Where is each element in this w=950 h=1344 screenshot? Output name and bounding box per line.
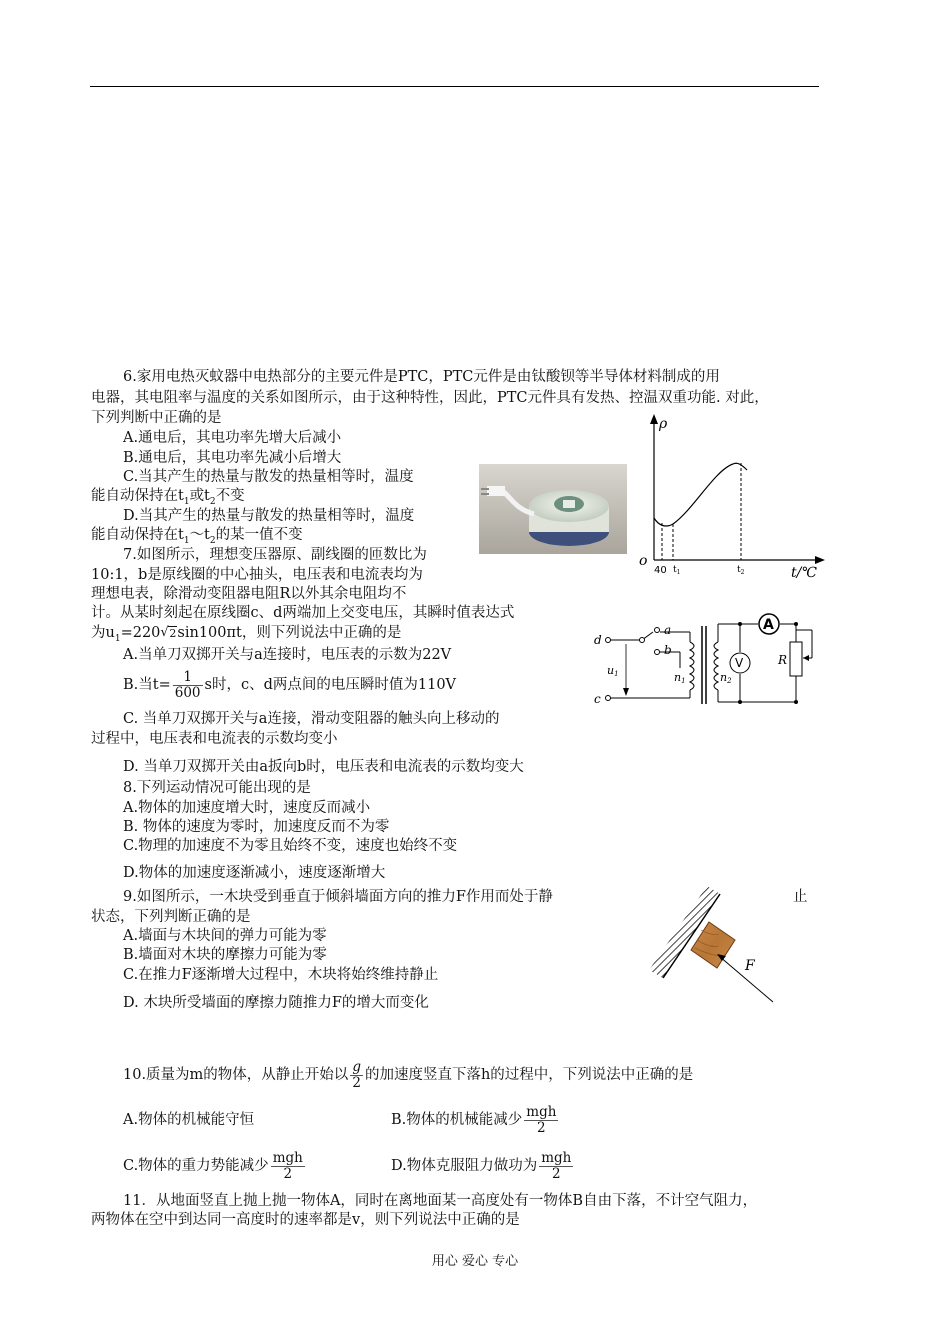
q6-line1: 6.家用电热灭蚊器中电热部分的主要元件是PTC，PTC元件是由钛酸钡等半导体材料制成的用 — [123, 369, 720, 385]
q8-line1: 8.下列运动情况可能出现的是 — [123, 780, 311, 796]
q10-option-a: A.物体的机械能守恒 — [123, 1112, 255, 1128]
terminal-d-label: d — [594, 633, 602, 647]
q7-option-c-line1: C. 当单刀双掷开关与a连接，滑动变阻器的触头向上移动的 — [123, 711, 500, 727]
tick-t1: $t_1$ — [673, 565, 681, 576]
transformer-circuit — [590, 608, 820, 708]
switch-b-label: b — [664, 643, 672, 657]
y-axis-label: ρ — [659, 416, 668, 432]
q7-option-c-line2: 过程中，电压表和电流表的示数均变小 — [91, 731, 338, 747]
q6-option-d-line1: D.当其产生的热量与散发的热量相等时，温度 — [123, 508, 415, 524]
q6-line2: 电器，其电阻率与温度的关系如图所示，由于这种特性，因此，PTC元件具有发热、控温双重功能. 对此， — [91, 390, 769, 406]
inclined-wall-diagram — [645, 880, 785, 1005]
q11-line2: 两物体在空中到达同一高度时的速率都是v，则下列说法中正确的是 — [91, 1212, 520, 1228]
q7-option-d: D. 当单刀双掷开关由a扳向b时，电压表和电流表的示数均变大 — [123, 759, 524, 775]
q6-option-b: B.通电后，其电功率先减小后增大 — [123, 450, 342, 466]
n1-label: n1 — [674, 671, 686, 685]
rheostat — [790, 642, 802, 676]
tick-t2: $t_2$ — [737, 565, 745, 576]
terminal-b — [655, 650, 660, 655]
resistivity-temperature-graph — [633, 410, 828, 582]
q8-option-a: A.物体的加速度增大时，速度反而减小 — [123, 800, 371, 816]
q9-line1: 9.如图所示，一木块受到垂直于倾斜墙面方向的推力F作用而处于静 — [123, 889, 553, 905]
n2-label: n2 — [720, 671, 732, 685]
q9-option-c: C.在推力F逐渐增大过程中，木块将始终维持静止 — [123, 967, 439, 983]
q6-option-a: A.通电后，其电功率先增大后减小 — [123, 430, 342, 446]
q6-option-c-line1: C.当其产生的热量与散发的热量相等时，温度 — [123, 469, 414, 485]
terminal-c-label: c — [594, 692, 601, 706]
q6-option-c-line2: 能自动保持在$t_1$或$t_2$不变 — [91, 488, 245, 507]
q10-option-d: D.物体克服阻力做功为 $\frac{\text{mgh}}{2}$ — [391, 1149, 572, 1182]
u1-label: u1 — [607, 664, 619, 678]
q8-option-d: D.物体的加速度逐渐减小，速度逐渐增大 — [123, 865, 386, 881]
resistivity-curve — [654, 463, 747, 526]
q10-stem: 10.质量为m的物体，从静止开始以 $\frac{g}{2}$ 的加速度竖直下落h的过程中，下列说法中正确的是 — [123, 1058, 694, 1091]
q8-option-c: C.物理的加速度不为零且始终不变，速度也始终不变 — [123, 838, 458, 854]
terminal-a — [655, 628, 660, 633]
u1-arrow-icon — [623, 688, 629, 696]
ammeter-label: A — [763, 617, 774, 633]
slider-arrow-icon — [803, 655, 809, 661]
q9-option-d: D. 木块所受墙面的摩擦力随推力F的增大而变化 — [123, 995, 429, 1011]
header-rule — [90, 86, 819, 87]
page-footer: 用心 爱心 专心 — [431, 1254, 519, 1269]
q7-option-b: B.当t= $\frac{1}{600}$ s时，c、d两点间的电压瞬时值为110V — [123, 668, 457, 701]
q7-line1: 7.如图所示，理想变压器原、副线圈的匝数比为 — [123, 547, 427, 563]
q9-line1-end: 止 — [793, 889, 808, 905]
tick-40: 40 — [654, 565, 667, 576]
y-axis-arrow-icon — [650, 414, 658, 424]
force-label: F — [745, 958, 755, 974]
q7-option-a: A.当单刀双掷开关与a连接时，电压表的示数为22V — [123, 647, 452, 663]
q8-option-b: B. 物体的速度为零时，加速度反而不为零 — [123, 819, 390, 835]
q7-line5: 为$u_1=220√$ 2sin100πt，则下列说法中正确的是 — [91, 624, 401, 648]
secondary-coil — [714, 642, 718, 690]
q6-line3: 下列判断中正确的是 — [91, 410, 222, 426]
x-axis-arrow-icon — [815, 556, 825, 564]
q6-option-d-line2: 能自动保持在$t_1\sim t_2$的某一值不变 — [91, 527, 303, 546]
q7-line4: 计。从某时刻起在原线圈c、d两端加上交变电压，其瞬时值表达式 — [91, 605, 515, 621]
switch-a-label: a — [664, 623, 672, 637]
q9-line2: 状态，下列判断正确的是 — [91, 909, 251, 925]
wooden-block — [691, 922, 735, 968]
q9-option-b: B.墙面对木块的摩擦力可能为零 — [123, 947, 327, 963]
q7-line2: 10:1，b是原线圈的中心抽头，电压表和电流表均为 — [91, 567, 423, 583]
q10-option-c: C.物体的重力势能减少 $\frac{\text{mgh}}{2}$ — [123, 1149, 303, 1182]
mosquito-heater-photo — [479, 464, 627, 554]
origin-label: o — [639, 553, 648, 569]
q7-line3: 理想电表，除滑动变阻器电阻R以外其余电阻均不 — [91, 586, 407, 602]
q9-option-a: A.墙面与木块间的弹力可能为零 — [123, 928, 327, 944]
q10-option-b: B.物体的机械能减少 $\frac{\text{mgh}}{2}$ — [391, 1103, 557, 1136]
resistor-label: R — [778, 653, 788, 667]
q11-line1: 11．从地面竖直上抛上抛一物体A，同时在离地面某一高度处有一物体B自由下落，不计空气阻力， — [123, 1193, 758, 1209]
primary-coil — [690, 642, 694, 690]
voltmeter-label: V — [735, 656, 744, 670]
x-axis-label: t/℃ — [791, 565, 818, 581]
